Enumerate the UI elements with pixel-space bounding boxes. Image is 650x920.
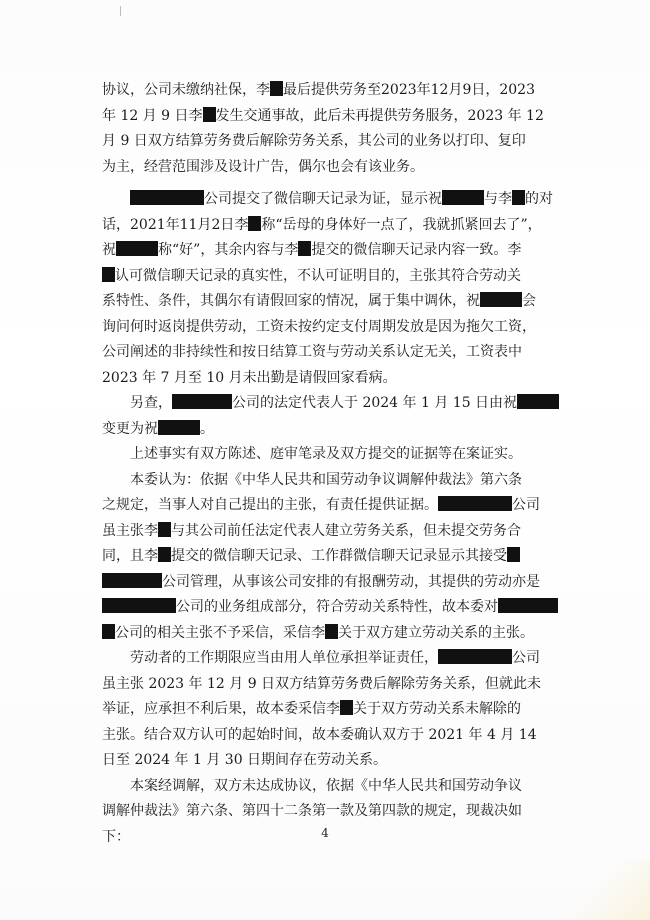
text-line: 主张。结合双方认可的起始时间，故本委确认双方于 2021 年 4 月 14 <box>102 726 537 743</box>
text-line: 同，且李 提交的微信聊天记录、工作群微信聊天记录显示其接受 <box>102 544 548 570</box>
text-line: 询问何时返岗提供劳动，工资未按约定支付周期发放是因为拖欠工资， <box>102 318 536 335</box>
redaction-block <box>102 598 176 613</box>
text-line: 年 12 月 9 日李 发生交通事故，此后未再提供劳务服务，2023 年 12 <box>102 107 544 124</box>
text-line: 2023 年 7 月至 10 月未出勤是请假回家看病。 <box>102 369 397 386</box>
redaction-block <box>158 547 171 562</box>
text-line: 调解仲裁法》第六条、第四十二条第一款及第四款的规定，现裁决如 <box>102 803 522 819</box>
text-line: 之规定，当事人对自己提出的主张，有责任提供证据。 公司 <box>102 497 540 513</box>
redaction-block <box>298 241 311 256</box>
text-line: 公司管理，从事该公司安排的有报酬劳动，其提供的劳动亦是 <box>102 570 548 596</box>
text-line: 本案经调解，双方未达成协议，依据《中华人民共和国劳动争议 <box>130 777 522 794</box>
redaction-block <box>498 598 558 613</box>
text-line: 虽主张 2023 年 12 月 9 日双方结算劳务费后解除劳务关系，但就此未 <box>102 675 542 692</box>
redaction-block <box>116 241 158 256</box>
text-line: 另查， 公司的法定代表人于 2024 年 1 月 15 日由祝 <box>102 391 548 417</box>
redaction-block <box>438 649 512 664</box>
text-line: 祝 称“好”，其余内容与李 提交的微信聊天记录内容一致。李 <box>102 242 522 258</box>
redaction-block <box>340 700 353 715</box>
text-line: 劳动者的工作期限应当由用人单位承担举证责任， 公司 <box>130 650 540 666</box>
redaction-block <box>517 394 559 409</box>
text-line: 协议，公司未缴纳社保，李 最后提供劳务至2023年12月9日，2023 <box>102 82 535 98</box>
text-line: 月 9 日双方结算劳务费后解除劳务关系，其公司的业务以打印、复印 <box>102 133 526 149</box>
text-line: 系特性、条件，其偶尔有请假回家的情况，属于集中调休，祝 会 <box>102 293 536 309</box>
text-line: 本委认为：依据《中华人民共和国劳动争议调解仲裁法》第六条 <box>130 471 522 488</box>
redaction-block <box>438 496 512 511</box>
text-line: 变更为祝 。 <box>102 420 214 437</box>
body-text <box>102 78 553 850</box>
redaction-block <box>102 573 162 588</box>
text-line: 公司阐述的非持续性和按日结算工资与劳动关系认定无关，工资表中 <box>102 344 522 360</box>
redaction-block <box>102 267 115 282</box>
redaction-block <box>270 81 283 96</box>
text-line: 公司的业务组成部分，符合劳动关系特性，故本委对 <box>102 595 548 621</box>
redaction-block <box>480 292 522 307</box>
redaction-block <box>172 394 232 409</box>
scan-mark <box>120 6 121 16</box>
text-line: 话，2021年11月2日李 称“岳母的身体好一点了，我就抓紧回去了”， <box>102 216 542 233</box>
redaction-block <box>325 624 338 639</box>
redaction-block <box>158 522 171 537</box>
text-line: 下： <box>102 828 130 845</box>
redaction-block <box>203 107 216 122</box>
redaction-block <box>130 190 204 205</box>
redaction-block <box>248 216 261 231</box>
redaction-block <box>512 190 525 205</box>
text-line: 为主，经营范围涉及设计广告，偶尔也会有该业务。 <box>102 158 424 175</box>
redaction-block <box>102 624 115 639</box>
redaction-block <box>442 190 484 205</box>
text-line: 公司的相关主张不予采信，采信李 关于双方建立劳动关系的主张。 <box>102 621 548 647</box>
text-line: 虽主张李 与其公司前任法定代表人建立劳务关系，但未提交劳务合 <box>102 522 521 539</box>
text-line: 举证，应承担不利后果，故本委采信李 关于双方劳动关系未解除的 <box>102 701 521 717</box>
text-line: 认可微信聊天记录的真实性，不认可证明目的，主张其符合劳动关 <box>102 264 548 290</box>
text-line: 公司提交了微信聊天记录为证，显示祝 与李 的对 <box>102 187 548 213</box>
scan-shadow <box>560 860 650 920</box>
page-number: 4 <box>321 826 329 840</box>
redaction-block <box>507 547 520 562</box>
text-line: 上述事实有双方陈述、庭审笔录及双方提交的证据等在案证实。 <box>130 446 522 462</box>
redaction-block <box>158 420 200 435</box>
text-line: 日至 2024 年 1 月 30 日期间存在劳动关系。 <box>102 752 388 768</box>
